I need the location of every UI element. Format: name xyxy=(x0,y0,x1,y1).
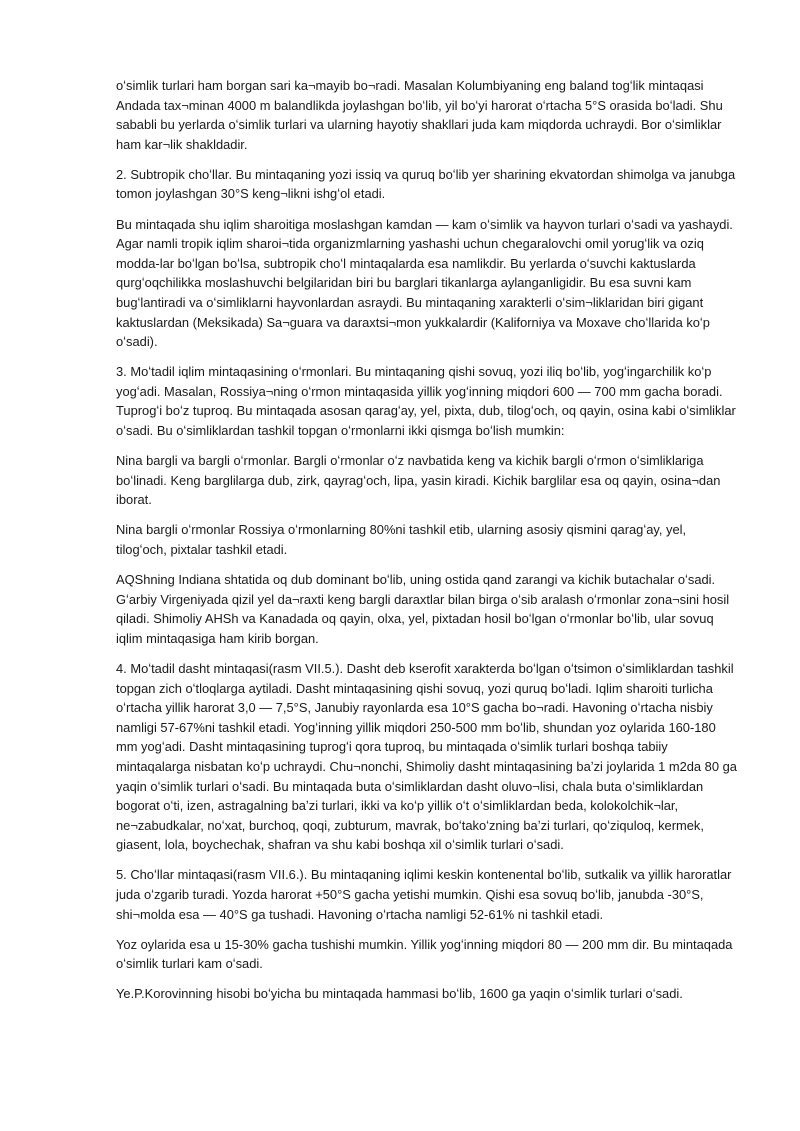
paragraph-7: AQShning Indiana shtatida oq dub dominant boʻlib, uning ostida qand zarangi va kichik butachalar oʻsadi. Gʻarbiy Virgeniyada qizil yel da¬raxti keng bargli daraxtlar bilan birga oʻsib aralash oʻrmonlar zona¬sini hosil qiladi. Shimoliy AHSh va Kanadada oq qayin, olxa, yel, pixtadan hosil boʻlgan oʻrmonlar boʻlib, ular sovuq iqlim mintaqasiga ham kirib borgan. xyxy=(116,572,730,646)
paragraph-10: Yoz oylarida esa u 15-30% gacha tushishi mumkin. Yillik yogʻinning miqdori 80 — 200 mm dir. Bu mintaqada oʻsimlik turlari kam oʻsadi. xyxy=(116,936,733,972)
paragraph-5: Nina bargli va bargli oʻrmonlar. Bargli oʻrmonlar oʻz navbatida keng va kichik bargli oʻrmon oʻsimliklariga boʻlinadi. Keng barglilarga dub, zirk, qayragʻoch, lipa, yasin kiradi. Kichik barglilar esa oq qayin, osina¬dan iborat. xyxy=(116,453,721,508)
paragraph-3: Bu mintaqada shu iqlim sharoitiga moslashgan kamdan — kam oʻsimlik va hayvon turlari oʻsadi va yashaydi. Agar namli tropik iqlim sharoi¬tida organizmlarning yashashi uchun chegaralovchi omil yorugʻlik va oziq modda-lar boʻlgan boʻlsa, subtropik choʻl mintaqalarda esa namlikdir. Bu yerlarda oʻsuvchi kaktuslarda qurgʻoqchilikka moslashuvchi belgilaridan biri bu barglari tikanlarga aylanganligidir. Bu esa suvni kam bugʻlantiradi va oʻsimliklarni hayvonlardan asraydi. Bu mintaqaning xarakterli oʻsim¬liklaridan biri gigant kaktuslardan (Meksikada) Sa¬guara va daraxtsi¬mon yukkalardir (Kaliforniya va Moxave choʻllarida koʻp oʻsadi). xyxy=(116,216,733,350)
paragraph-4: 3. Moʻtadil iqlim mintaqasining oʻrmonlari. Bu mintaqaning qishi sovuq, yozi iliq boʻlib, yogʻingarchilik koʻp yogʻadi. Masalan, Rossiya¬ning oʻrmon mintaqasida yillik yogʻinning miqdori 600 — 700 mm gacha boradi. Tuprogʻi boʻz tuproq. Bu mintaqada asosan qaragʻay, yel, pixta, dub, tilogʻoch, oq qayin, osina kabi oʻsimliklar oʻsadi. Bu oʻsimliklardan tashkil topgan oʻrmonlarni ikki qismga boʻlish mumkin: xyxy=(116,364,736,438)
paragraph-1: oʻsimlik turlari ham borgan sari ka¬mayib bo¬radi. Masalan Kolumbiyaning eng baland togʻlik mintaqasi Andada tax¬minan 4000 m balandlikda joylashgan boʻlib, yil boʻyi harorat oʻrtacha 5°S orasida boʻladi. Shu sababli bu yerlarda oʻsimlik turlari va ularning hayotiy shakllari juda kam miqdorda uchraydi. Bor oʻsimliklar ham kar¬lik shakldadir. xyxy=(116,78,723,152)
paragraph-2: 2. Subtropik choʻllar. Bu mintaqaning yozi issiq va quruq boʻlib yer sharining ekvatordan shimolga va janubga tomon joylashgan 30°S keng¬likni ishgʻol etadi. xyxy=(116,166,736,202)
paragraph-8: 4. Moʻtadil dasht mintaqasi(rasm VII.5.). Dasht deb kserofit xarakterda boʻlgan oʻtsimon oʻsimliklardan tashkil topgan zich oʻtloqlarga aytiladi. Dasht mintaqasining qishi sovuq, yozi quruq boʻladi. Iqlim sharoiti turlicha oʻrtacha yillik harorat 3,0 — 7,5°S, Janubiy rayonlarda esa 10°S gacha bo¬radi. Havoning oʻrtacha nisbiy namligi 57-67%ni tashkil etadi. Yogʻinning yillik miqdori 250-500 mm boʻlib, shundan yoz oylarida 160-180 mm yogʻadi. Dasht mintaqasining tuprogʻi qora tuproq, bu mintaqada oʻsimlik turlari boshqa tabiiy mintaqalarga nisbatan koʻp uchraydi. Chu¬nonchi, Shimoliy dasht mintaqasining baʼzi joylarida 1 m2da 80 ga yaqin oʻsimlik turlari oʻsadi. Bu mintaqada buta oʻsimliklardan dasht oluvo¬lisi, chala buta oʻsimliklardan bogorat oʻti, izen, astragalning baʼzi turlari, ikki va koʻp yillik oʻt oʻsimliklardan beda, kolokolchik¬lar, ne¬zabudkalar, noʻxat, burchoq, qoqi, zubturum, mavrak, boʻtakoʻzning baʼzi turlari, qoʻziquloq, kermek, giasent, lola, boychechak, shafran va shu kabi boshqa xil oʻsimlik turlari oʻsadi. xyxy=(116,660,737,853)
paragraph-9: 5. Choʻllar mintaqasi(rasm VII.6.). Bu mintaqaning iqlimi keskin kontenental boʻlib, sutkalik va yillik haroratlar juda oʻzgarib turadi. Yozda harorat +50°S gacha yetishi mumkin. Qishi esa sovuq boʻlib, janubda -30°S, shi¬molda esa — 40°S ga tushadi. Havoning oʻrtacha namligi 52-61% ni tashkil etadi. xyxy=(116,867,732,922)
paragraph-6: Nina bargli oʻrmonlar Rossiya oʻrmonlarning 80%ni tashkil etib, ularning asosiy qismini qaragʻay, yel, tilogʻoch, pixtalar tashkil etadi. xyxy=(116,522,687,557)
paragraph-11: Ye.P.Korovinning hisobi boʻyicha bu mintaqada hammasi boʻlib, 1600 ga yaqin oʻsimlik turlari oʻsadi. xyxy=(116,986,683,1002)
